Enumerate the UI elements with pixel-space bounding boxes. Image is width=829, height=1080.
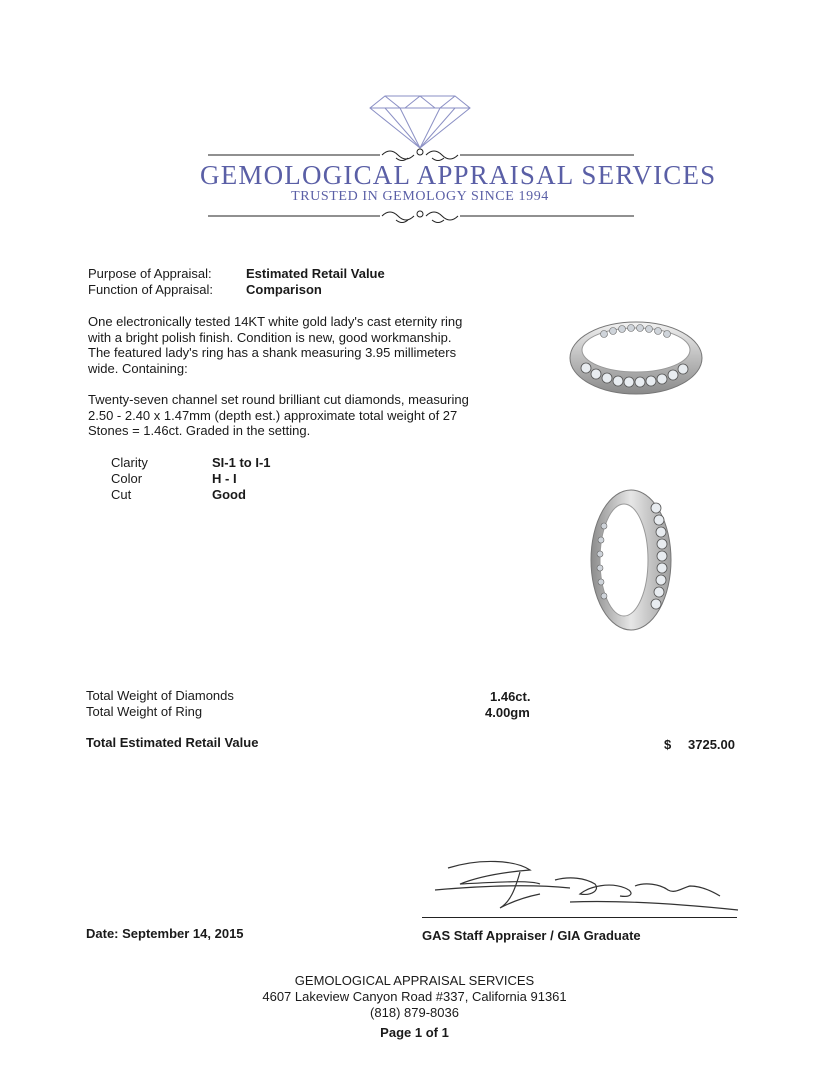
total-retail-label: Total Estimated Retail Value xyxy=(86,735,259,750)
company-logo xyxy=(200,88,717,228)
purpose-value: Estimated Retail Value xyxy=(246,266,385,281)
total-retail-value: 3725.00 xyxy=(688,737,735,752)
clarity-value: SI-1 to I-1 xyxy=(212,455,271,470)
footer-phone: (818) 879-8036 xyxy=(370,1005,459,1020)
description-paragraph-2 xyxy=(88,392,469,439)
cut-label: Cut xyxy=(111,487,132,502)
appraisal-date: Date: September 14, 2015 xyxy=(86,926,244,941)
company-tagline: TRUSTED IN GEMOLOGY SINCE 1994 xyxy=(291,189,549,204)
description-line: One electronically tested 14KT white gold lady's cast eternity ring xyxy=(88,314,463,329)
description-line: 2.50 - 2.40 x 1.47mm (depth est.) approximate total weight of 27 xyxy=(88,407,458,423)
total-ring-label: Total Weight of Ring xyxy=(86,704,203,719)
function-label: Function of Appraisal: xyxy=(88,282,214,297)
signature-icon xyxy=(420,850,750,920)
description-line: Stones = 1.46ct. Graded in the setting. xyxy=(88,423,311,438)
footer-address: 4607 Lakeview Canyon Road #337, California 91361 xyxy=(262,989,567,1004)
appraiser-title: GAS Staff Appraiser / GIA Graduate xyxy=(422,928,641,943)
color-label: Color xyxy=(111,471,143,486)
company-name: GEMOLOGICAL APPRAISAL SERVICES xyxy=(200,160,717,190)
clarity-label: Clarity xyxy=(111,455,148,470)
description-line: wide. Containing: xyxy=(88,360,188,376)
appraiser-signature xyxy=(420,850,750,920)
footer-company: GEMOLOGICAL APPRAISAL SERVICES xyxy=(294,973,535,988)
cut-value: Good xyxy=(212,487,246,502)
description-paragraph-1 xyxy=(88,314,462,376)
page-number: Page 1 of 1 xyxy=(380,1025,449,1040)
total-diamonds-label: Total Weight of Diamonds xyxy=(86,688,234,703)
purpose-label: Purpose of Appraisal: xyxy=(88,266,212,281)
signature-line xyxy=(422,917,737,918)
currency-symbol: $ xyxy=(664,737,672,752)
function-value: Comparison xyxy=(246,282,322,297)
description-line: Twenty-seven channel set round brilliant cut diamonds, measuring xyxy=(88,392,469,407)
ring-image-icon xyxy=(586,486,676,634)
description-line: The featured lady's ring has a shank measuring 3.95 millimeters xyxy=(88,345,457,360)
color-value: H - I xyxy=(212,471,237,486)
total-ring-value: 4.00gm xyxy=(485,705,530,720)
diamond-logo-icon xyxy=(200,88,717,228)
ring-image-icon xyxy=(566,310,706,406)
ring-photo-top xyxy=(566,310,706,406)
description-line: with a bright polish finish. Condition is new, good workmanship. xyxy=(88,329,452,345)
total-diamonds-value: 1.46ct. xyxy=(490,689,531,704)
ring-photo-side xyxy=(586,486,676,634)
